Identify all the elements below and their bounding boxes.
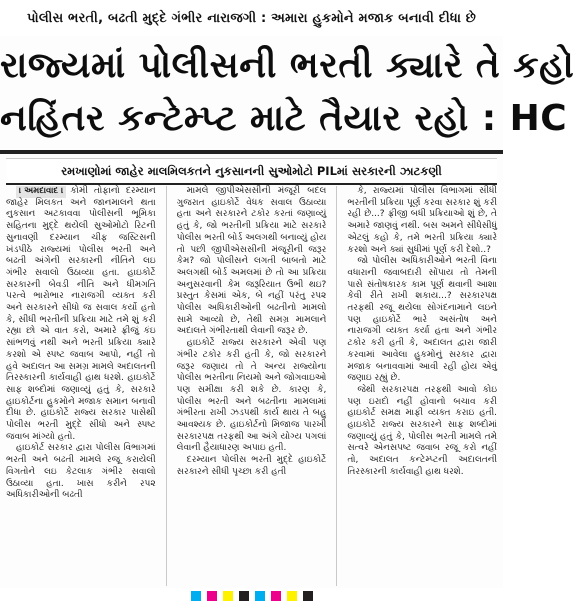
article-column-1: [6, 186, 156, 586]
paragraph: જેથી સરકારપક્ષ તરફથી આવો કોઇ પણ ઇરાદો નહીં હોવાનો બચાવ કરી હાઇકોર્ટ સમક્ષ માફી વ્યક્ત કરાઇ હતી. હાઇકોર્ટે રાજ્ય સરકારને સાફ શબ્દોમાં જણાવ્યું હતું કે, પોલીસ ભરતી મામલે તમે સત્વરે એનસપષ્ટ જવાબ રજૂ કરો નહીં તો, અદાલત કન્ટેમ્પ્ટની અદાલતની તિરસ્કારની કાર્યવાહી હાથ ધરશે.: [347, 384, 498, 477]
color-swatch: [271, 591, 281, 601]
subheadline-box: [6, 158, 497, 185]
kicker-text: પોલીસ ભરતી, બઢતી મુદ્દે ગંભીર નારાજગી : અમારા હુકમોને મજાક બનાવી દીધા છે: [26, 10, 477, 26]
paragraph: જો પોલીસ અધિકારીઓને ભરતી વિના વધારાની જવાબદારી સોંપાય તો તેમની પાસે સંતોષકારક કામ પૂર્ણ થવાની આશા કેવી રીતે રાખી શકાય...? સરકારપક્ષ તરફથી રજૂ થયેલા સોગંદનામાને લઇને પણ હાઇકોર્ટે ભારે અસંતોષ અને નારાજગી વ્યક્ત કર્યા હતા અને ગંભીર ટકોર કરી હતી કે, અદાલત દ્વારા જારી કરવામાં આવેલા હુકમોનું સરકાર દ્વારા મજાક બનાવવામાં આવી રહી હોય એવું જણાઇ રહ્યું છે.: [347, 256, 498, 384]
paragraph: [6, 186, 156, 443]
color-swatch: [239, 591, 249, 601]
paragraph: હાઇકોર્ટે રાજ્ય સરકારને એવી પણ ગંભીર ટકોર કરી હતી કે, જો સરકારને જરૂર જણાય તો તે અન્ય રાજ્યોના પોલીસ ભરતીના નિયમો અને જોગવાઇઓ પણ સમીક્ષા કરી શકે છે. કારણ કે, પોલીસ ભરતી અને બઢતીના મામલામાં ગંભીરતા રાખી ઝડપથી કાર્ય થાય તે બહુ આવશ્યક છે. હાઇકોર્ટનો મિજાજ પારખી સરકારપક્ષ તરફથી આ અંગે યોગ્ય પગલાં લેવાની હૈયાધારણ અપાઇ હતી.: [176, 338, 327, 454]
paragraph-text: કોમી તોફાનો દરમ્યાન જાહેર મિલકત અને જાનમાલને થતા નુકસાન અટકાવવા પોલીસની ભૂમિકા સહિતના મુદ્દે થયેલી સુઓમોટો રિટની સુનાવણી દરમ્યાન ચીફ જસ્ટિસની ખંડપીઠે રાજ્યમાં પોલીસ ભરતી અને બઢતી અંગેની સરકારની નીતિને લઇ ગંભીર સવાલો ઉઠાવ્યા હતા. હાઇકોર્ટે સરકારની બેવડી નીતિ અને ધીમગતિ પરત્વે ભારોભાર નારાજગી વ્યક્ત કરી અને સરકારને સીધો જ સવાલ કર્યો હતો કે, સીધી ભરતીની પ્રક્રિયા માટે તમે શું કરી રહ્યા છો એ વાત કરો, અમારે ફ્રીજું કંઇ સાંભળવું નથી અને ભરતી પ્રક્રિયા ક્યારે કરશો એ સ્પષ્ટ જવાબ આપો, નહીં તો હવે અદાલત આ સમગ્ર મામલે અદાલતની તિરસ્કારની કાર્યવાહી હાથ ધરશે. હાઇકોર્ટે સાફ શબ્દોમાં જણાવ્યું હતું કે, સરકારે હાઇકોર્ટના હુકમોને મજાક સમાન બનાવી દીધા છે. હાઇકોર્ટે રાજ્ય સરકાર પાસેથી પોલીસ ભરતી મુદ્દે સીધો અને સ્પષ્ટ જવાબ માંગ્યો હતો.: [6, 186, 156, 442]
subheadline-text: રમખાણોમાં જાહેર માલમિલકતને નુકસાનની સુઓમોટો PILમાં સરકારની ઝાટકણી: [61, 163, 442, 178]
color-swatch: [223, 591, 233, 601]
headline-line-1: રાજ્યમાં પોલીસની ભરતી ક્યારે તે કહો: [0, 45, 574, 86]
headline-line-2: નહિંતર કન્ટેમ્પ્ટ માટે તૈયાર રહો : HC: [0, 98, 568, 139]
article-column-2: [177, 186, 327, 586]
print-color-bar: [0, 588, 503, 603]
color-swatch: [287, 591, 297, 601]
paragraph: મામલે જીપીએસસીની મંજૂરી બદલ ગુજરાત હાઇકોર્ટે વેધક સવાલ ઉઠાવ્યા હતા અને સરકારને ટકોર કરતાં જણાવ્યું હતું કે, જો ભરતીની પ્રક્રિયા માટે સરકારે પોલીસ ભરતી બોર્ડ અલગથી બનાવ્યું હોય તો પછી જીપીએસસીની મંજૂરીની જરૂર કેમ? જો પોલીસને લગતી બાબતો માટે અલગથી બોર્ડ અમલમાં છે તો આ પ્રક્રિયા અનુસરવાની કેમ જરૂરિયાત ઉભી થઇ? પ્રસ્તુત કેસમાં એક, બે નહીં પરંતુ રપ૨ પોલીસ અધિકારીઓની બઢતીનો મામલો સામે આવ્યો છે, તેથી સમગ્ર મામલાને અદાલતે ગંભીરતાથી લેવાની જરૂર છે.: [176, 186, 327, 337]
headline-rule: [0, 150, 503, 154]
color-swatch: [207, 591, 217, 601]
paragraph: દરમ્યાન પોલીસ ભરતી મુદ્દે હાઇકોર્ટે સરકારને સીધી પૃચ્છા કરી હતી: [176, 455, 327, 477]
dateline: । અમદાવાદ ।: [16, 186, 66, 198]
article-column-3: [347, 186, 497, 586]
color-swatch: [255, 591, 265, 601]
column-divider: [336, 186, 337, 586]
article-body: [6, 186, 497, 586]
paragraph: કે, રાજ્યમાં પોલીસ વિભાગમાં સીધી ભરતીની પ્રક્રિયા પૂર્ણ કરવા સરકાર શું કરી રહી છે...? ફ્રીજી બધી પ્રક્રિયાઓ શું છે, તે અમારે જાણવું નથી. બસ અમને સીધેસીધું એટલું કહો કે, તમે ભરતી પ્રક્રિયા ક્યારે કરશો અને ક્યાં સુધીમાં પૂર્ણ કરી દેશો..?: [347, 186, 498, 255]
column-divider: [166, 186, 167, 586]
color-swatch: [191, 591, 201, 601]
paragraph: હાઇકોર્ટ સરકાર દ્વારા પોલીસ વિભાગમાં ભરતી અને બઢતી મામલે રજૂ કરાયેલી વિગતોને લઇ કેટલાક ગંભીર સવાલો ઉઠાવ્યા હતા. ખાસ કરીને રપ૨ અધિકારીઓની બઢતી: [6, 443, 156, 501]
color-swatch: [303, 591, 313, 601]
kicker-line: [0, 0, 503, 36]
